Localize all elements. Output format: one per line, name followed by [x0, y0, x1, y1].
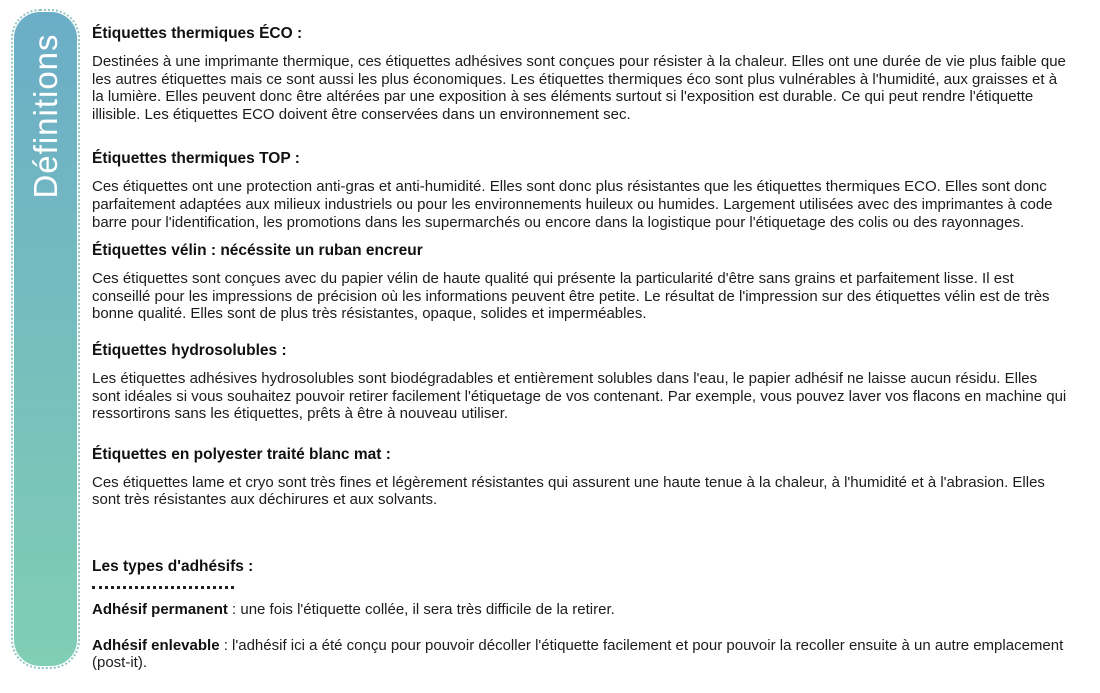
section-polyester: [92, 445, 1068, 509]
section-body: Ces étiquettes sont conçues avec du papier vélin de haute qualité qui présente la particularité d'être sans grains et parfaitement lisse. Il est conseillé pour les impressions de précision où les informations peuvent être petite. Le résultat de l'impression sur des étiquettes vélin est de très bonne qualité. Elles sont de plus très résistantes, opaque, solides et imperméables.: [92, 270, 1050, 323]
section-hydrosolubles: [92, 341, 1068, 423]
adhesive-definition: : une fois l'étiquette collée, il sera très difficile de la retirer.: [227, 600, 615, 618]
section-thermiques-top: [92, 149, 1068, 231]
adhesives-heading: Les types d'adhésifs :: [92, 557, 254, 575]
definitions-content: [92, 24, 1068, 672]
adhesive-definition: : l'adhésif ici a été conçu pour pouvoir décoller l'étiquette facilement et pour pouvoir la recoller ensuite à un autre emplacement (post-it).: [92, 636, 1064, 672]
sidebar-title: Définitions: [26, 33, 64, 199]
section-body: Destinées à une imprimante thermique, ces étiquettes adhésives sont conçues pour résister à la chaleur. Elles ont une durée de vie plus faible que les autres étiquettes mais ce sont aussi les plus économiques. Les étiquettes thermiques éco sont plus vulnérables à l'humidité, aux graisses et à la lumière. Elles peuvent donc être altérées par une exposition à ses éléments surtout si l'exposition est durable. Ce qui peut rendre l'étiquette illisible. Les étiquettes ECO doivent être conservées dans un environnement sec.: [92, 53, 1066, 123]
section-heading: Étiquettes vélin : nécéssite un ruban encreur: [92, 242, 423, 260]
section-types-adhesifs: [92, 557, 1068, 672]
section-heading: Étiquettes thermiques ÉCO :: [92, 25, 303, 42]
section-body: Ces étiquettes ont une protection anti-gras et anti-humidité. Elles sont donc plus résistantes que les étiquettes thermiques ECO. Elles sont donc parfaitement adaptées aux milieux industriels ou pour les environnements huileux ou humides. Largement utilisées avec des imprimantes à code barre pour l'identification, les promotions dans les supermarchés ou encore dans la logistique pour l'étiquetage des colis ou des rayonnages.: [92, 178, 1053, 231]
section-velin: [92, 241, 1068, 323]
definitions-sidebar: [14, 12, 77, 666]
section-heading: Étiquettes hydrosolubles :: [92, 341, 287, 359]
adhesive-term: Adhésif permanent: [92, 600, 228, 618]
adhesive-permanent-line: [92, 601, 1068, 619]
section-body: Ces étiquettes lame et cryo sont très fines et légèrement résistantes qui assurent une haute tenue à la chaleur, à l'humidité et à l'abrasion. Elles sont très résistantes aux déchirures et aux solvants.: [92, 473, 1045, 509]
section-heading: Étiquettes thermiques TOP :: [92, 150, 300, 168]
section-heading: Étiquettes en polyester traité blanc mat :: [92, 445, 391, 463]
adhesive-enlevable-line: [92, 637, 1068, 672]
adhesive-term: Adhésif enlevable: [92, 636, 220, 654]
section-body: Les étiquettes adhésives hydrosolubles sont biodégradables et entièrement solubles dans l'eau, le papier adhésif ne laisse aucun résidu. Elles sont idéales si vous souhaitez pouvoir retirer facilement l'étiquetage de vos contenant. Par exemple, vous pouvez laver vos flacons en machine qui ressortirons sans les étiquettes, prêts à être à nouveau utiliser.: [92, 369, 1067, 423]
dotted-rule: [92, 586, 234, 589]
section-thermiques-eco: [92, 24, 1068, 123]
